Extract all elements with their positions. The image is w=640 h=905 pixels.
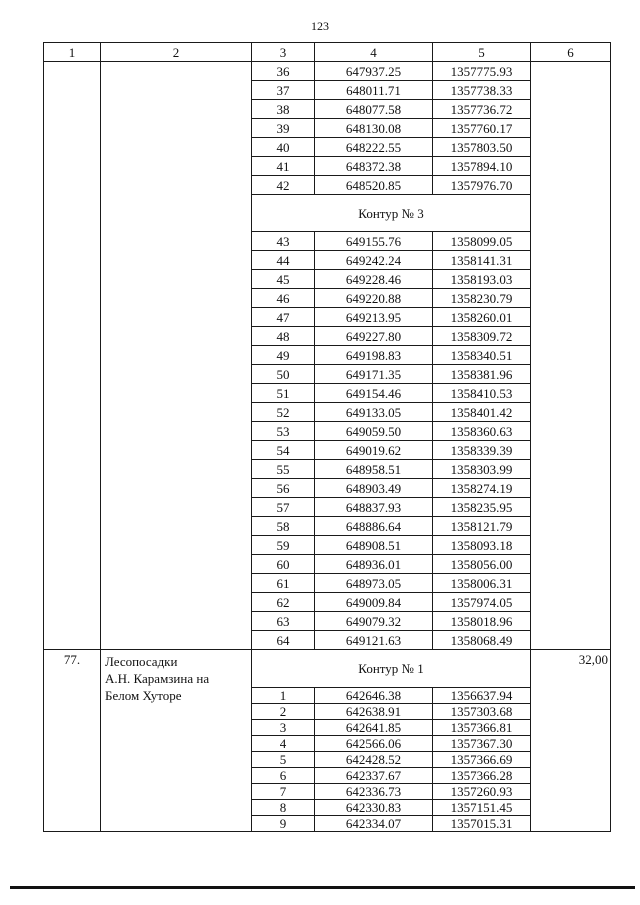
coordinate-x: 642638.91 xyxy=(315,704,433,720)
point-number: 52 xyxy=(252,403,315,422)
coordinate-y: 1358360.63 xyxy=(433,422,531,441)
point-number: 58 xyxy=(252,517,315,536)
coordinate-x: 642428.52 xyxy=(315,752,433,768)
coordinate-y: 1358068.49 xyxy=(433,631,531,650)
coordinate-x: 649079.32 xyxy=(315,612,433,631)
point-number: 4 xyxy=(252,736,315,752)
table-row xyxy=(44,650,611,688)
point-number: 42 xyxy=(252,176,315,195)
coordinate-x: 649155.76 xyxy=(315,232,433,251)
point-number: 55 xyxy=(252,460,315,479)
entry-name xyxy=(101,650,251,704)
point-number: 2 xyxy=(252,704,315,720)
coordinate-x: 642330.83 xyxy=(315,800,433,816)
coordinate-x: 649228.46 xyxy=(315,270,433,289)
coordinate-y: 1356637.94 xyxy=(433,688,531,704)
coordinate-x: 649220.88 xyxy=(315,289,433,308)
coordinate-x: 649059.50 xyxy=(315,422,433,441)
point-number: 41 xyxy=(252,157,315,176)
entry-name-cell xyxy=(101,650,252,832)
entry-name-line: Лесопосадки xyxy=(105,654,178,669)
coordinate-x: 648837.93 xyxy=(315,498,433,517)
coordinate-x: 648520.85 xyxy=(315,176,433,195)
coordinate-y: 1357803.50 xyxy=(433,138,531,157)
coordinate-y: 1358193.03 xyxy=(433,270,531,289)
coordinate-x: 642646.38 xyxy=(315,688,433,704)
entry-name-line: Белом Хуторе xyxy=(105,688,182,703)
coordinate-y: 1357738.33 xyxy=(433,81,531,100)
coordinate-y: 1357366.69 xyxy=(433,752,531,768)
coordinate-x: 649227.80 xyxy=(315,327,433,346)
point-number: 50 xyxy=(252,365,315,384)
coordinate-y: 1358235.95 xyxy=(433,498,531,517)
coordinate-x: 648886.64 xyxy=(315,517,433,536)
coordinate-x: 642641.85 xyxy=(315,720,433,736)
coordinate-y: 1358018.96 xyxy=(433,612,531,631)
area-cell xyxy=(531,62,611,650)
column-header: 6 xyxy=(531,43,611,62)
coordinate-y: 1357015.31 xyxy=(433,816,531,832)
coordinates-table xyxy=(43,42,611,832)
point-number: 45 xyxy=(252,270,315,289)
column-header: 2 xyxy=(101,43,252,62)
coordinate-x: 648077.58 xyxy=(315,100,433,119)
coordinate-x: 648903.49 xyxy=(315,479,433,498)
coordinate-x: 649121.63 xyxy=(315,631,433,650)
coordinate-y: 1357366.81 xyxy=(433,720,531,736)
point-number: 37 xyxy=(252,81,315,100)
table-row xyxy=(44,62,611,81)
coordinate-x: 642334.07 xyxy=(315,816,433,832)
point-number: 64 xyxy=(252,631,315,650)
point-number: 54 xyxy=(252,441,315,460)
point-number: 62 xyxy=(252,593,315,612)
coordinate-x: 648372.38 xyxy=(315,157,433,176)
point-number: 63 xyxy=(252,612,315,631)
point-number: 8 xyxy=(252,800,315,816)
coordinate-x: 649171.35 xyxy=(315,365,433,384)
coordinate-y: 1358303.99 xyxy=(433,460,531,479)
footer-rule xyxy=(10,886,635,889)
coordinate-y: 1358099.05 xyxy=(433,232,531,251)
point-number: 48 xyxy=(252,327,315,346)
coordinate-y: 1358260.01 xyxy=(433,308,531,327)
coordinate-y: 1357366.28 xyxy=(433,768,531,784)
coordinate-y: 1357151.45 xyxy=(433,800,531,816)
coordinate-y: 1357303.68 xyxy=(433,704,531,720)
point-number: 51 xyxy=(252,384,315,403)
point-number: 53 xyxy=(252,422,315,441)
point-number: 43 xyxy=(252,232,315,251)
point-number: 40 xyxy=(252,138,315,157)
coordinate-x: 647937.25 xyxy=(315,62,433,81)
coordinate-x: 649019.62 xyxy=(315,441,433,460)
coordinate-y: 1358006.31 xyxy=(433,574,531,593)
point-number: 36 xyxy=(252,62,315,81)
coordinate-x: 648908.51 xyxy=(315,536,433,555)
point-number: 5 xyxy=(252,752,315,768)
point-number: 38 xyxy=(252,100,315,119)
column-header: 3 xyxy=(252,43,315,62)
coordinate-y: 1358093.18 xyxy=(433,536,531,555)
entry-number: 77. xyxy=(63,652,81,667)
point-number: 60 xyxy=(252,555,315,574)
coordinate-x: 642337.67 xyxy=(315,768,433,784)
coordinate-x: 648222.55 xyxy=(315,138,433,157)
coordinate-y: 1358381.96 xyxy=(433,365,531,384)
coordinate-y: 1358340.51 xyxy=(433,346,531,365)
point-number: 9 xyxy=(252,816,315,832)
point-number: 44 xyxy=(252,251,315,270)
point-number: 3 xyxy=(252,720,315,736)
contour-heading: Контур № 1 xyxy=(252,650,531,688)
contour-heading: Контур № 3 xyxy=(252,195,531,232)
coordinate-x: 649154.46 xyxy=(315,384,433,403)
coordinate-y: 1358056.00 xyxy=(433,555,531,574)
entry-number-cell xyxy=(44,650,101,832)
coordinate-y: 1358121.79 xyxy=(433,517,531,536)
coordinate-y: 1358401.42 xyxy=(433,403,531,422)
coordinate-x: 649242.24 xyxy=(315,251,433,270)
point-number: 49 xyxy=(252,346,315,365)
coordinate-y: 1358309.72 xyxy=(433,327,531,346)
coordinate-y: 1357260.93 xyxy=(433,784,531,800)
coordinate-y: 1357736.72 xyxy=(433,100,531,119)
coordinate-y: 1358141.31 xyxy=(433,251,531,270)
coordinate-y: 1357775.93 xyxy=(433,62,531,81)
coordinate-x: 648936.01 xyxy=(315,555,433,574)
coordinate-y: 1357367.30 xyxy=(433,736,531,752)
coordinate-y: 1357760.17 xyxy=(433,119,531,138)
point-number: 1 xyxy=(252,688,315,704)
column-header: 5 xyxy=(433,43,531,62)
point-number: 6 xyxy=(252,768,315,784)
coordinate-x: 648958.51 xyxy=(315,460,433,479)
coordinate-y: 1357894.10 xyxy=(433,157,531,176)
coordinate-x: 649009.84 xyxy=(315,593,433,612)
point-number: 61 xyxy=(252,574,315,593)
coordinate-y: 1358274.19 xyxy=(433,479,531,498)
coordinate-x: 648130.08 xyxy=(315,119,433,138)
entry-name-line: А.Н. Карамзина на xyxy=(105,671,210,686)
coordinate-y: 1358339.39 xyxy=(433,441,531,460)
point-number: 7 xyxy=(252,784,315,800)
coordinate-y: 1357974.05 xyxy=(433,593,531,612)
point-number: 56 xyxy=(252,479,315,498)
coordinate-x: 648973.05 xyxy=(315,574,433,593)
point-number: 39 xyxy=(252,119,315,138)
coordinate-y: 1358410.53 xyxy=(433,384,531,403)
page-number: 123 xyxy=(311,19,329,33)
coordinate-x: 649198.83 xyxy=(315,346,433,365)
entry-area: 32,00 xyxy=(578,652,608,667)
coordinate-x: 642566.06 xyxy=(315,736,433,752)
coordinate-x: 648011.71 xyxy=(315,81,433,100)
coordinate-x: 649213.95 xyxy=(315,308,433,327)
column-header: 1 xyxy=(44,43,101,62)
point-number: 47 xyxy=(252,308,315,327)
point-number: 57 xyxy=(252,498,315,517)
point-number: 59 xyxy=(252,536,315,555)
entry-number-cell xyxy=(44,62,101,650)
coordinate-x: 642336.73 xyxy=(315,784,433,800)
coordinate-x: 649133.05 xyxy=(315,403,433,422)
coordinate-y: 1357976.70 xyxy=(433,176,531,195)
area-cell xyxy=(531,650,611,832)
table-row xyxy=(44,43,611,62)
coordinate-y: 1358230.79 xyxy=(433,289,531,308)
point-number: 46 xyxy=(252,289,315,308)
column-header: 4 xyxy=(315,43,433,62)
entry-name-cell xyxy=(101,62,252,650)
